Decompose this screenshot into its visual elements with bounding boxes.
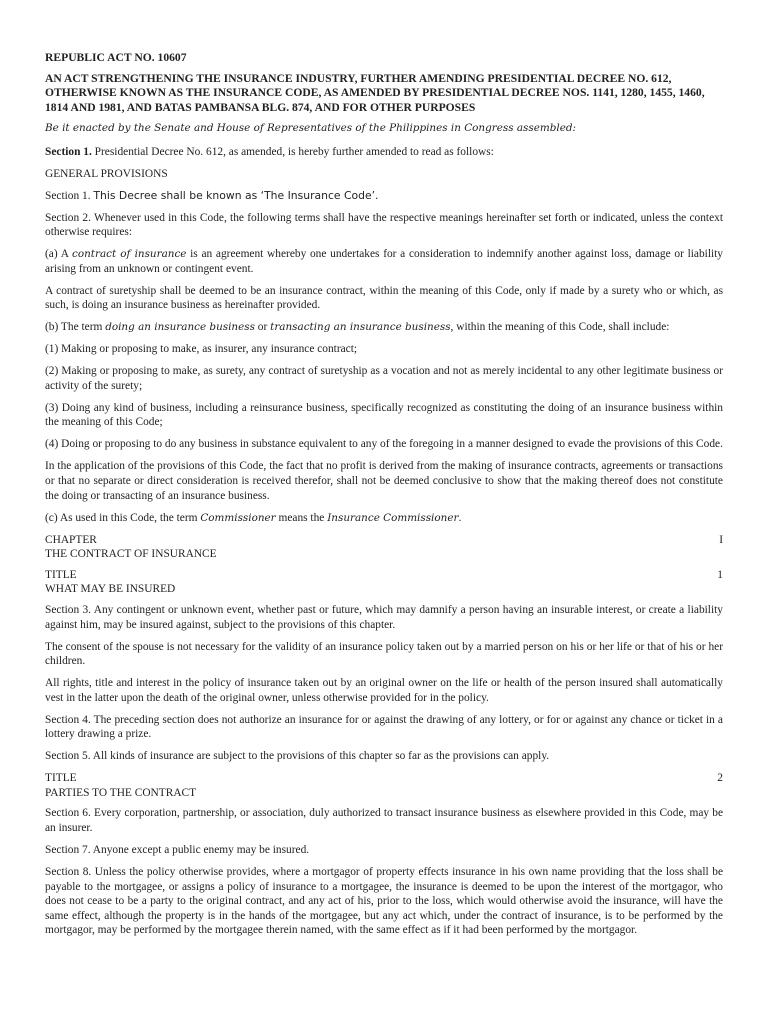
code-section-4: Section 4. The preceding section does not authorize an insurance for or against the drawing of any lottery, or for or against any chance or ticket in a lottery drawing a prize. <box>45 713 723 741</box>
definition-a <box>45 247 723 276</box>
title-2-heading <box>45 771 723 800</box>
title-2-row <box>45 771 723 786</box>
definition-a-prefix: (a) A <box>45 248 73 261</box>
section-1-amendment <box>45 145 723 160</box>
general-provisions-heading: GENERAL PROVISIONS <box>45 167 168 180</box>
section-1-label: Section 1. <box>45 145 92 158</box>
chapter-row <box>45 533 723 548</box>
definition-a-text: is an agreement whereby one undertakes for a consideration to indemnify another against loss, damage or liability arising from an unknown or contingent event. <box>45 248 724 275</box>
definition-c-end: . <box>458 511 462 524</box>
definition-b-text: , within the meaning of this Code, shall include: <box>450 321 670 334</box>
list-item-3: (3) Doing any kind of business, including a reinsurance business, specifically recognized as constituting the doing of an insurance business within the meaning of this Code; <box>45 401 723 429</box>
chapter-word: CHAPTER <box>45 533 97 546</box>
code-section-1-label: Section 1. <box>45 189 94 202</box>
vesting-paragraph: All rights, title and interest in the policy of insurance taken out by an original owner on the life or health of the person insured shall automatically vest in the latter upon the death of the original owner, unless otherwise provided for in the policy. <box>45 677 723 704</box>
list-item-2: (2) Making or proposing to make, as surety, any contract of suretyship as a vocation and not as merely incidental to any other legitimate business or activity of the surety; <box>45 365 723 392</box>
definition-b <box>45 320 723 335</box>
code-section-3: Section 3. Any contingent or unknown event, whether past or future, which may damnify a person having an insurable interest, or create a liability against him, may be insured against, subject to the provisions of this chapter. <box>45 603 723 631</box>
definition-b-prefix: (b) The term <box>45 321 106 334</box>
section-1-text: Presidential Decree No. 612, as amended, is hereby further amended to read as follows: <box>91 145 494 158</box>
document-body <box>45 51 723 945</box>
title-1-number: 1 <box>717 568 723 581</box>
chapter-name: THE CONTRACT OF INSURANCE <box>45 548 217 561</box>
code-section-7: Section 7. Anyone except a public enemy may be insured. <box>45 843 310 856</box>
list-item-1: (1) Making or proposing to make, as insurer, any insurance contract; <box>45 343 358 356</box>
act-title: AN ACT STRENGTHENING THE INSURANCE INDUSTRY, FURTHER AMENDING PRESIDENTIAL DECREE NO. 612, OTHERWISE KNOWN AS THE INSURANCE CODE, AS AMENDED BY PRESIDENTIAL DECREE NOS. 1141, 1280, 1455, 1460, 1814 AND 1981, AND BATAS PAMBANSA BLG. 874, AND FOR OTHER PURPOSES <box>45 71 705 114</box>
definition-a-term: contract of insurance <box>72 248 187 261</box>
code-section-2: Section 2. Whenever used in this Code, the following terms shall have the respective meanings hereinafter set forth or indicated, unless the context otherwise requires: <box>45 211 723 239</box>
title-2-name: PARTIES TO THE CONTRACT <box>45 786 197 799</box>
title-1-name: WHAT MAY BE INSURED <box>45 583 176 596</box>
definition-b-term-1: doing an insurance business <box>105 321 255 334</box>
definition-b-term-2: transacting an insurance business <box>270 321 451 334</box>
definition-c <box>45 511 723 526</box>
title-1-word: TITLE <box>45 568 77 581</box>
code-section-5: Section 5. All kinds of insurance are subject to the provisions of this chapter so far as the provisions can apply. <box>45 750 550 763</box>
chapter-number: I <box>719 533 723 546</box>
definition-c-prefix: (c) As used in this Code, the term <box>45 511 201 524</box>
title-2-number: 2 <box>717 772 723 785</box>
title-2-word: TITLE <box>45 772 77 785</box>
chapter-heading <box>45 533 723 562</box>
no-profit-paragraph: In the application of the provisions of this Code, the fact that no profit is derived from the making of insurance contracts, agreements or transactions or that no separate or direct consideration is received therefor, shall not be deemed conclusive to show that the making thereof does not constitute the doing or transacting of an insurance business. <box>45 460 723 502</box>
list-item-4: (4) Doing or proposing to do any business in substance equivalent to any of the foregoing in a manner designed to evade the provisions of this Code. <box>45 438 723 451</box>
definition-b-or: or <box>254 321 271 334</box>
code-section-1-text: This Decree shall be known as ‘The Insurance Code’. <box>93 188 379 202</box>
definition-c-term-2: Insurance Commissioner <box>327 511 459 524</box>
code-section-8: Section 8. Unless the policy otherwise provides, where a mortgagor of property effects insurance in his own name providing that the loss shall be payable to the mortgagee, or assigns a policy of insurance to a mortgagee, the insurance is deemed to be upon the interest of the mortgagor, who does not cease to be a party to the original contract, and any act of his, prior to the loss, which would otherwise avoid the insurance, will have the same effect, although the property is in the hands of the mortgagee, but any act which, under the contract of insurance, is to be performed by the mortgagor, may be performed by the mortgagee therein named, with the same effect as if it had been performed by the mortgagor. <box>45 865 723 937</box>
suretyship-paragraph: A contract of suretyship shall be deemed to be an insurance contract, within the meaning of this Code, only if made by a surety who or which, as such, is doing an insurance business as hereinafter provided. <box>45 284 723 312</box>
act-number: REPUBLIC ACT NO. 10607 <box>45 51 187 64</box>
title-1-row <box>45 568 723 583</box>
code-section-1 <box>45 189 723 204</box>
title-1-heading <box>45 568 723 597</box>
enacting-clause: Be it enacted by the Senate and House of Representatives of the Philippines in Congress assembled: <box>45 122 576 134</box>
code-section-6: Section 6. Every corporation, partnership, or association, duly authorized to transact insurance business as elsewhere provided in this Code, may be an insurer. <box>45 807 723 834</box>
definition-c-mid: means the <box>275 511 328 524</box>
definition-c-term-1: Commissioner <box>200 511 276 524</box>
spouse-consent-paragraph: The consent of the spouse is not necessary for the validity of an insurance policy taken out by a married person on his or her life or that of his or her children. <box>45 640 723 668</box>
